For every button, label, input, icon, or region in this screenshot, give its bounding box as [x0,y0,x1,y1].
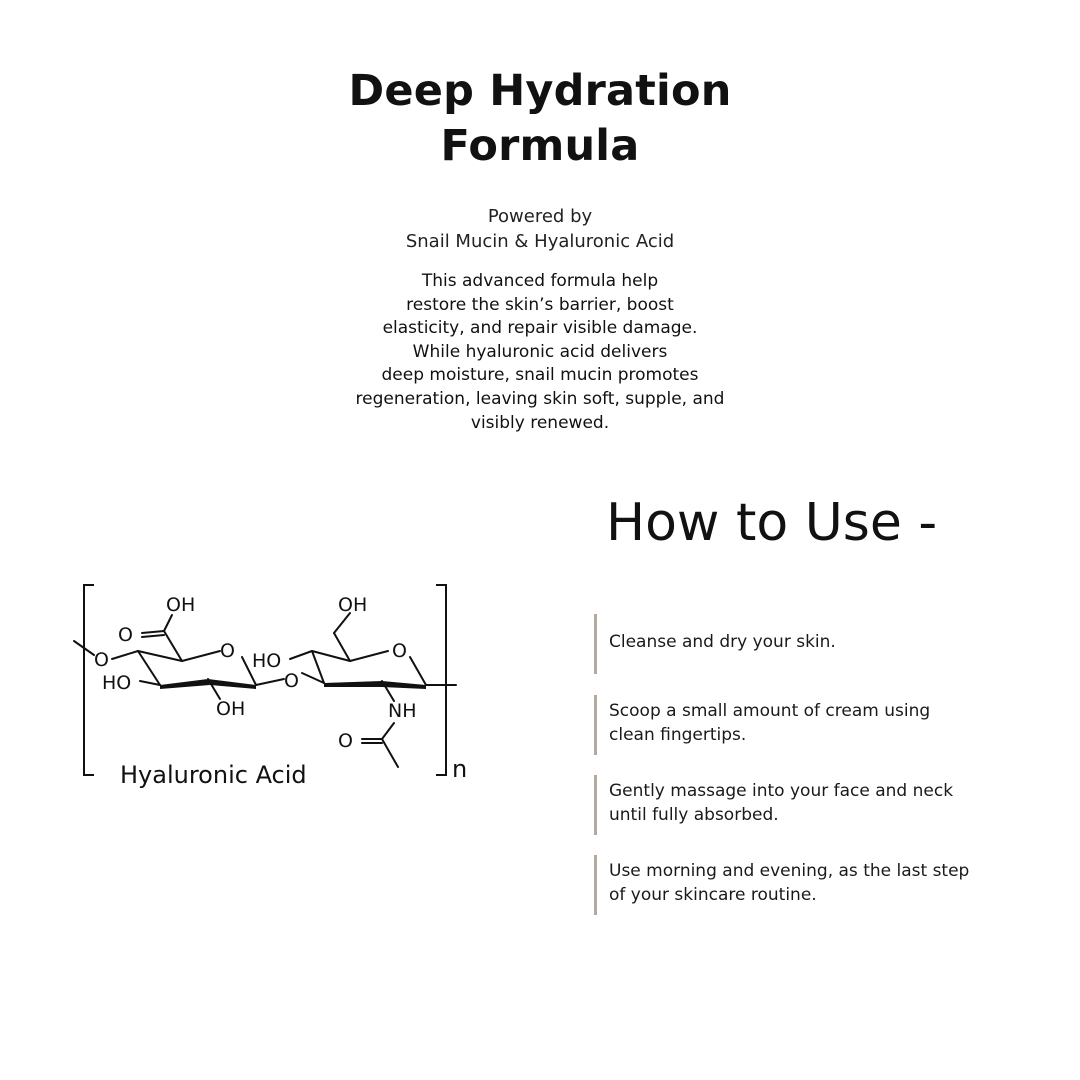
step-text: Cleanse and dry your skin. [609,632,836,652]
atom-oh-bottom: OH [216,698,246,720]
description-line: visibly renewed. [470,412,610,433]
atom-oh-top-left: OH [166,594,196,616]
atom-carbonyl-o: O [118,624,133,646]
repeat-subscript: n [452,755,468,783]
title-line-1: Deep Hydration [348,66,732,116]
polymer-brackets [84,585,446,775]
step-text: Gently massage into your face and neck [609,781,954,801]
powered-by-line-1: Powered by [487,206,593,227]
description-line: regeneration, leaving skin soft, supple, and [355,388,725,409]
right-bracket [436,585,446,775]
description-paragraph [0,270,1080,435]
how-to-step-2 [594,695,1034,755]
powered-by-text [0,204,1080,254]
atom-ho-left: HO [102,672,132,694]
atom-ring-o-left: O [220,640,235,662]
how-to-step-3 [594,775,1034,835]
atom-link-o: O [284,670,299,692]
atom-ring-o-right: O [392,640,407,662]
step-text: of your skincare routine. [609,884,817,905]
atom-oh-top-right: OH [338,594,368,616]
how-to-step-4 [594,855,1034,915]
atom-acetyl-o: O [338,730,353,752]
step-text: Use morning and evening, as the last step [609,861,970,881]
step-text: Scoop a small amount of cream using [609,701,931,721]
description-line: This advanced formula help [421,271,659,291]
atom-ho-middle: HO [252,650,282,672]
how-to-use-heading: How to Use - [606,493,938,553]
atom-nh: NH [388,700,417,722]
left-bracket [84,585,94,775]
how-to-step-1 [594,614,1034,674]
step-text: until fully absorbed. [609,804,779,825]
atom-terminal-o: O [94,649,109,671]
description-line: restore the skin’s barrier, boost [406,294,674,315]
description-line: While hyaluronic acid delivers [412,341,668,362]
page-title [0,64,1080,174]
step-text: clean fingertips. [609,724,747,745]
powered-by-line-2: Snail Mucin & Hyaluronic Acid [405,231,675,252]
molecule-name-label: Hyaluronic Acid [120,761,307,789]
description-line: deep moisture, snail mucin promotes [381,365,699,386]
description-line: elasticity, and repair visible damage. [382,318,698,339]
title-line-2: Formula [440,121,640,171]
